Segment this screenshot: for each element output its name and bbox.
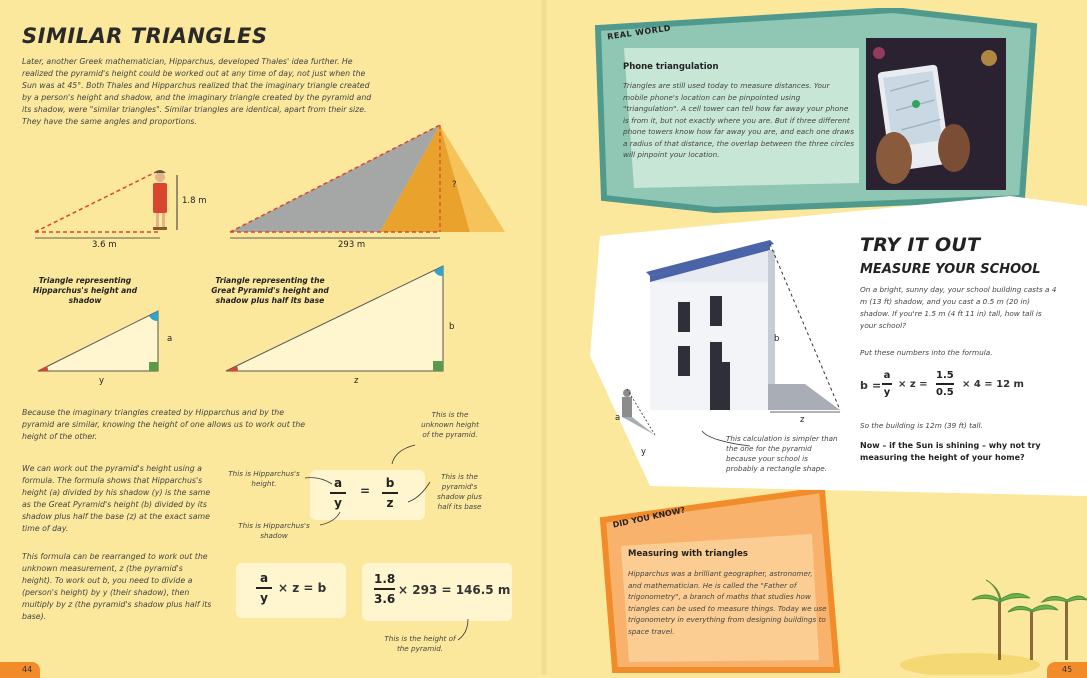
annotation-arrow-height xyxy=(440,615,480,645)
hipparchus-figure xyxy=(153,170,167,230)
f1-denominator-z: z xyxy=(386,495,394,510)
did-you-know-text: Hipparchus was a brilliant geographer, astronomer, and mathematician. He is called the "Father of trigonometry", a branch of maths that studies how triangles can be used to measure things. Today we use trigonometry in everything from designing buildings to space travel. xyxy=(628,569,827,636)
f2-denominator-y: y xyxy=(260,590,268,605)
try-paragraph-2: Put these numbers into the formula. xyxy=(860,348,993,357)
base-z-label: z xyxy=(354,376,359,386)
page-title: SIMILAR TRIANGLES xyxy=(22,24,268,48)
eq-equals: = xyxy=(872,379,882,392)
formula-rearranged xyxy=(236,563,346,618)
shadow-diagram xyxy=(0,115,520,255)
try-it-out-subtitle: MEASURE YOUR SCHOOL xyxy=(860,262,1041,277)
f3-denominator: 3.6 xyxy=(374,591,396,606)
f2-numerator-a: a xyxy=(259,571,269,585)
real-world-text: Triangles are still used today to measure distances. Your mobile phone's location can be pinpointed using "triangulation". A cell tower can tell how far away your phone is from it, but not exactly where you are. But if three different phone towers know how far away you are, and each one draws a radius of that distance, the overlap between the three circles will pinpoint your location. xyxy=(623,81,855,159)
try-paragraph-3: So the building is 12m (39 ft) tall. xyxy=(860,421,983,430)
rearrange-paragraph: This formula can be rearranged to work out the unknown measurement, z (the pyramid's height). To work out b, you need to divide a (person's height) by y (their shadow), then multiply by z (the pyramid's shadow plus half its base). xyxy=(22,552,212,621)
f1-denominator-y: y xyxy=(334,495,342,510)
formula-paragraph: We can work out the pyramid's height using a formula. The formula shows that Hipparchus's height (a) divided by his shadow (y) is the same as the Great Pyramid's height (b) divided by its shadow plus half the base (z) at the exact same time of day. xyxy=(22,464,211,533)
did-you-know-heading: Measuring with triangles xyxy=(628,549,748,559)
school-b-label: b xyxy=(774,334,780,344)
school-shadow xyxy=(768,384,840,410)
try-it-out-title: TRY IT OUT xyxy=(860,234,981,256)
eq-b: b xyxy=(860,379,868,392)
angle-marker-large-left xyxy=(226,366,238,371)
school-z-label: z xyxy=(800,415,805,425)
person-sunray-line xyxy=(35,170,160,232)
f1-equals: = xyxy=(360,484,371,498)
triangle-large xyxy=(226,266,443,371)
did-you-know-tag: DID YOU KNOW? xyxy=(611,505,686,530)
annotation-shadow-base: This is the pyramid's shadow plus half its base xyxy=(437,472,482,511)
similar-triangles-diagram xyxy=(0,260,520,390)
similar-paragraph: Because the imaginary triangles created by Hipparchus and by the pyramid are similar, knowing the height of one allows us to work out the height of the other. xyxy=(22,408,306,441)
page-corner-left xyxy=(0,662,40,678)
f3-numerator: 1.8 xyxy=(374,572,396,586)
eq-result: × 4 = 12 m xyxy=(962,379,1024,390)
eq-times-z: × z = xyxy=(898,379,928,390)
f3-rest: × 293 = 146.5 m xyxy=(398,583,511,597)
try-paragraph-1: On a bright, sunny day, your school building casts a 4 m (13 ft) shadow, and you cast a 0.5 m (20 in) shadow. If you're 1.5 m (4 ft 11 in) tall, how tall is your school? xyxy=(860,285,1057,330)
pyramid-height-question: ? xyxy=(452,180,457,190)
right-angle-large xyxy=(433,361,443,371)
person-shadow-label: 3.6 m xyxy=(92,240,117,250)
school-equation xyxy=(860,370,1060,406)
annotation-hip-height: This is Hipparchus's height. xyxy=(228,469,300,488)
eq-y: y xyxy=(883,386,891,398)
eq-denominator: 0.5 xyxy=(936,386,954,398)
base-y-label: y xyxy=(99,376,105,386)
person-a-label: a xyxy=(615,413,621,423)
real-world-tag: REAL WORLD xyxy=(606,23,672,42)
eq-numerator: 1.5 xyxy=(936,370,954,381)
f1-numerator-b: b xyxy=(385,476,395,490)
f1-numerator-a: a xyxy=(333,476,343,490)
person-height-label: 1.8 m xyxy=(182,196,207,206)
formula-solution xyxy=(362,563,512,621)
page-number-right: 45 xyxy=(1062,665,1073,674)
intro-paragraph: Later, another Greek mathematician, Hipparchus, developed Thales' idea further. He realized the pyramid's height could be worked out at any time of day, not just when the Sun was at 45°. Both Thales and Hipparchus realized that the imaginary triangle created by a person's height and shadow, and the imaginary triangle created by the pyramid and its shadow, were "similar triangles". Similar triangles are identical, apart from their size. They have the same angles and proportions. xyxy=(22,57,372,126)
annotation-unknown-height: This is the unknown height of the pyramid. xyxy=(421,410,479,439)
calculation-note: This calculation is simpler than the one for the pyramid because your school is probably a rectangle shape. xyxy=(726,434,838,473)
annotation-hip-shadow: This is Hipparchus's shadow xyxy=(238,521,310,540)
side-b-label: b xyxy=(449,322,455,332)
f2-rest: × z = b xyxy=(278,581,327,595)
angle-marker-small-left xyxy=(38,366,48,371)
side-a-label: a xyxy=(167,334,173,344)
right-angle-small xyxy=(149,362,158,371)
triangle2-caption: Triangle representing the Great Pyramid's height and shadow plus half its base xyxy=(211,276,329,305)
palm-trees-illustration xyxy=(900,570,1087,675)
real-world-heading: Phone triangulation xyxy=(623,62,719,72)
pyramid-shadow-label: 293 m xyxy=(338,240,366,250)
book-gutter xyxy=(540,0,548,675)
triangle1-caption: Triangle representing Hipparchus's height and shadow xyxy=(32,276,138,305)
eq-a: a xyxy=(883,370,891,381)
annotation-height-pyramid: This is the height of the pyramid. xyxy=(384,634,456,653)
page-number-left: 44 xyxy=(22,665,33,674)
person-y-label: y xyxy=(641,447,647,457)
try-paragraph-4: Now – if the Sun is shining – why not try measuring the height of your home? xyxy=(860,441,1041,462)
annotation-arrows xyxy=(280,440,490,540)
triangle-small xyxy=(38,311,158,371)
